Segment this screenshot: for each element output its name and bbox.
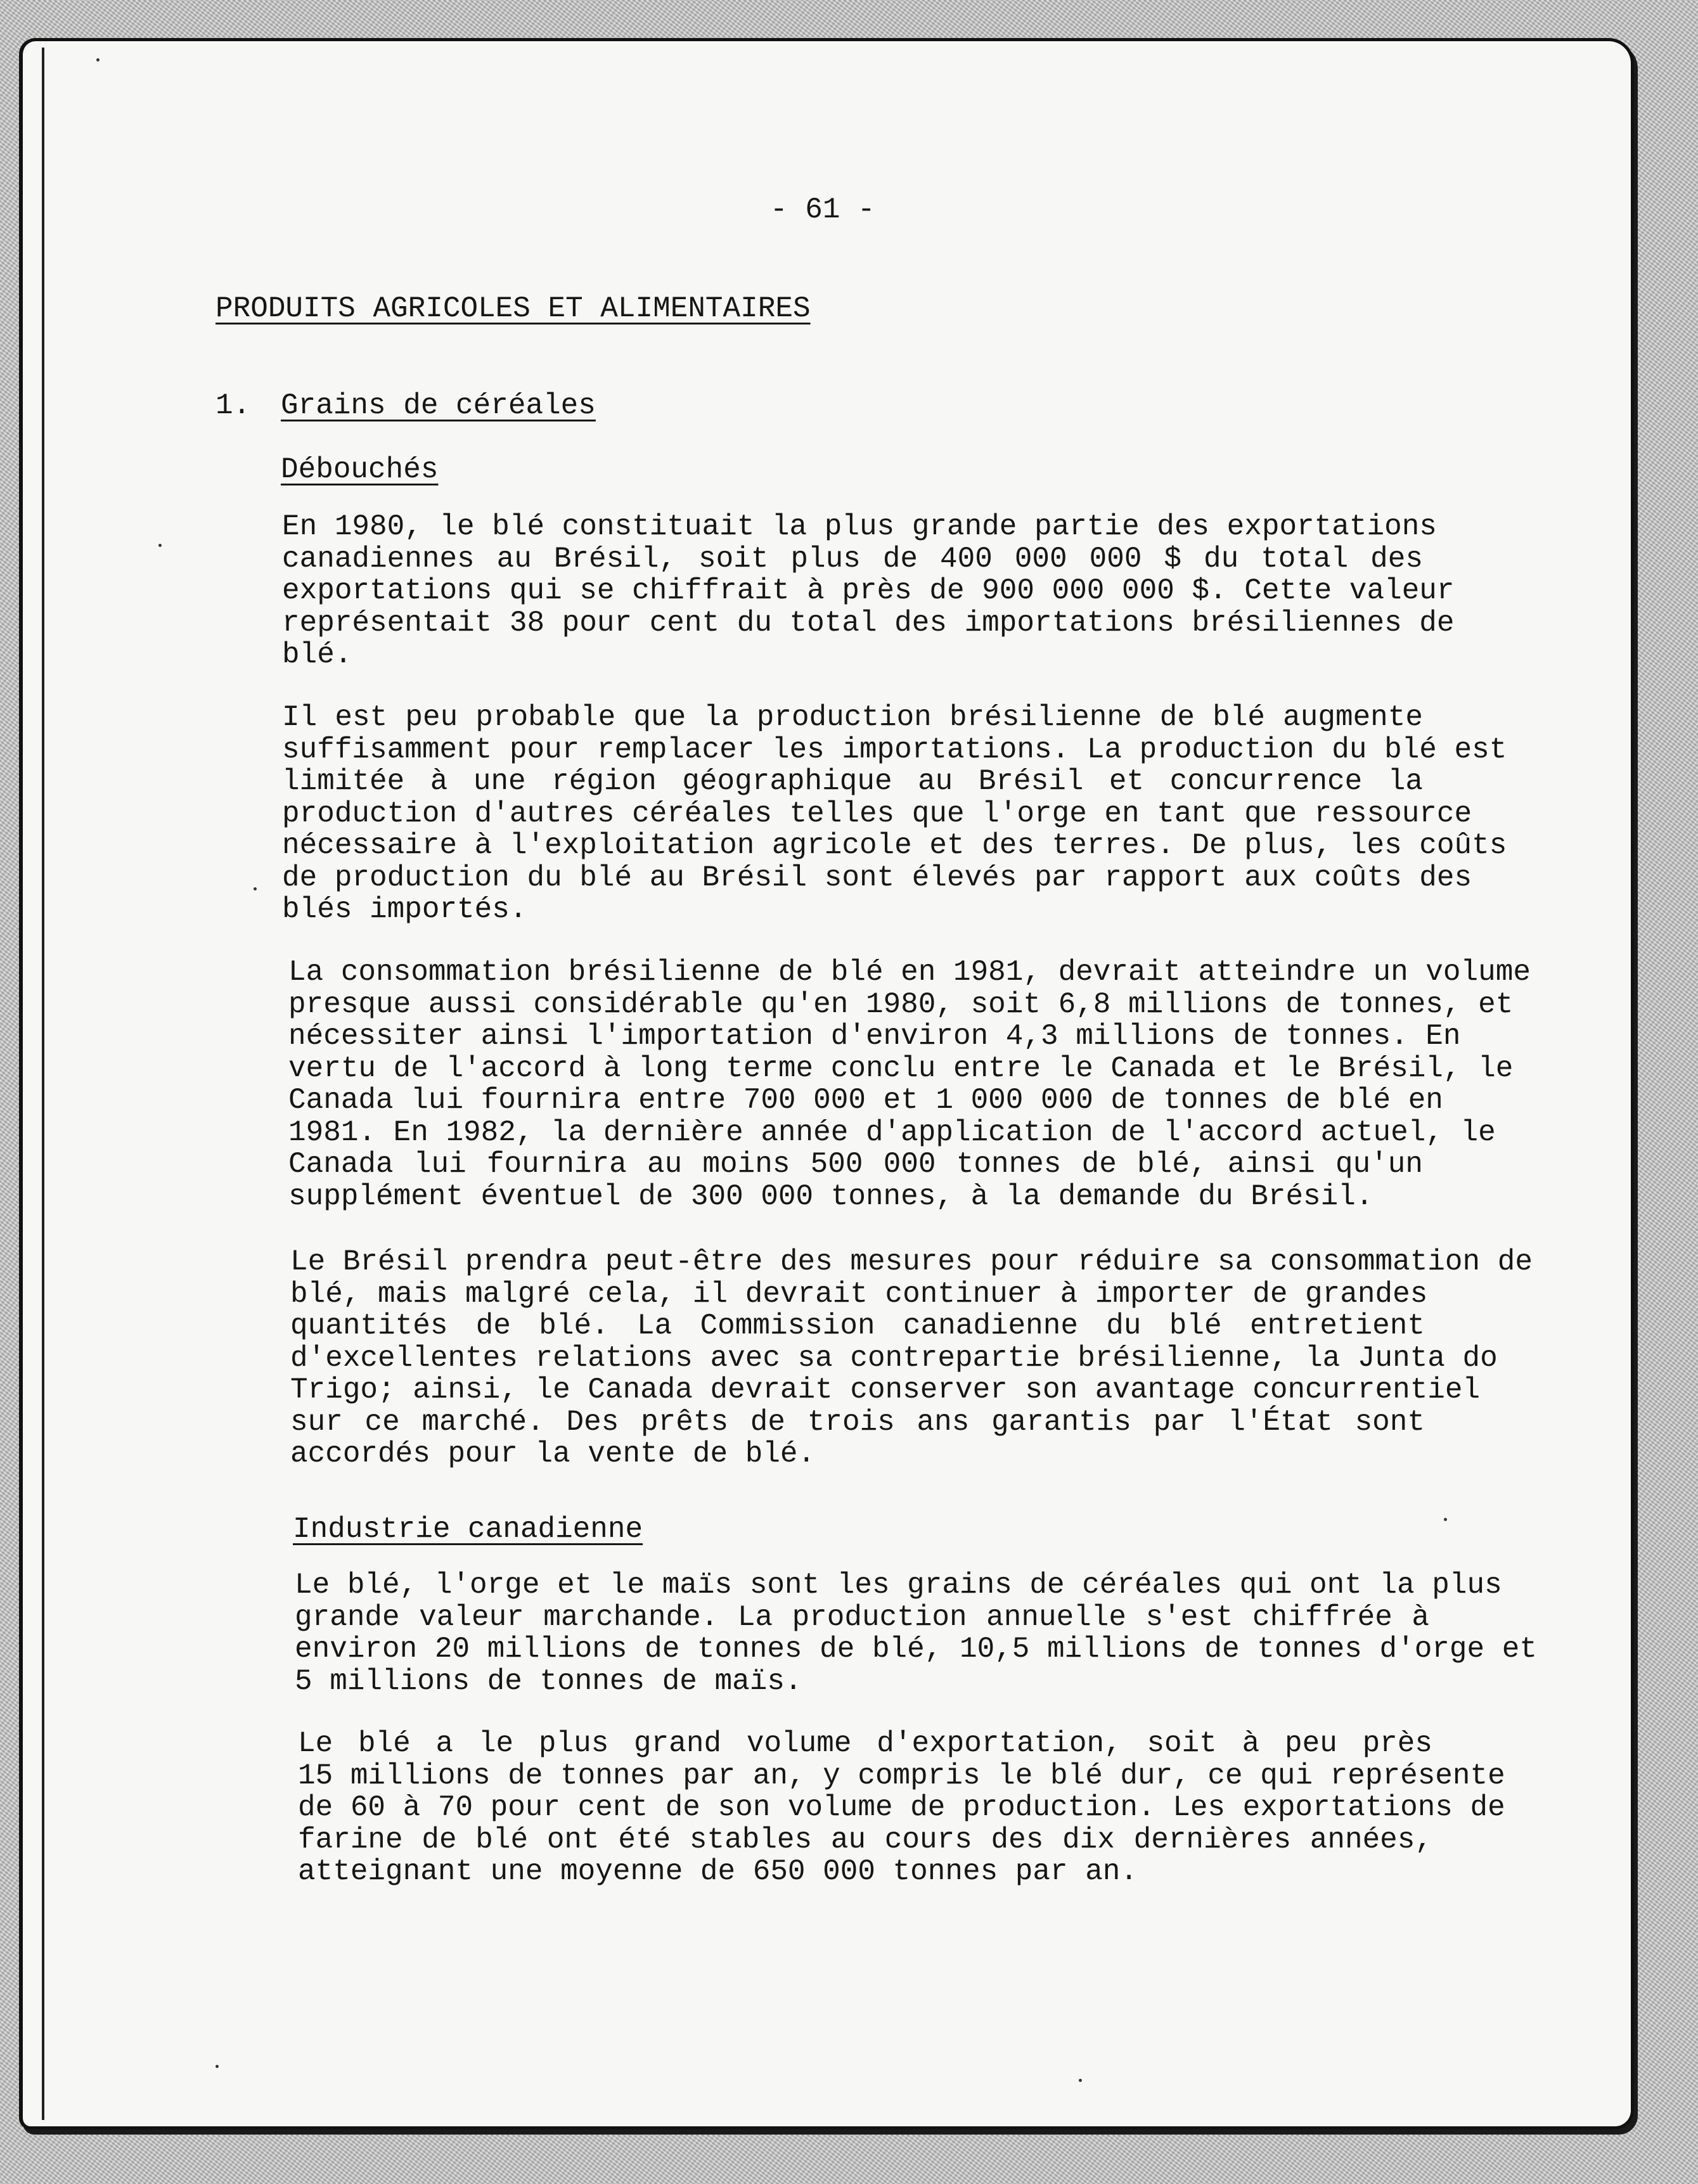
heading-industrie: Industrie canadienne bbox=[293, 1513, 643, 1546]
page-number: - 61 - bbox=[770, 193, 875, 226]
subsection-number: 1. bbox=[215, 389, 251, 422]
text-line: atteignant une moyenne de 650 000 tonnes par an. bbox=[298, 1855, 1138, 1888]
scan-speck bbox=[96, 58, 100, 61]
text-line: presque aussi considérable qu'en 1980, soit 6,8 millions de tonnes, et bbox=[288, 987, 1514, 1021]
scan-speck bbox=[158, 544, 162, 547]
text-line: limitée à une région géographique au Brésil et concurrence la bbox=[282, 765, 1423, 798]
scan-speck bbox=[254, 887, 257, 890]
text-line: La consommation brésilienne de blé en 1981, devrait atteindre un volume bbox=[288, 956, 1531, 989]
text-line: de 60 à 70 pour cent de son volume de production. Les exportations de bbox=[298, 1791, 1505, 1824]
text-line: Il est peu probable que la production brésilienne de blé augmente bbox=[282, 701, 1423, 734]
text-line: Trigo; ainsi, le Canada devrait conserver son avantage concurrentiel bbox=[290, 1373, 1481, 1406]
text-line: vertu de l'accord à long terme conclu entre le Canada et le Brésil, le bbox=[288, 1051, 1514, 1085]
text-line: Canada lui fournira au moins 500 000 tonnes de blé, ainsi qu'un bbox=[288, 1148, 1423, 1181]
text-line: sur ce marché. Des prêts de trois ans garantis par l'État sont bbox=[290, 1405, 1425, 1439]
scan-speck bbox=[1079, 2079, 1082, 2082]
text-line: nécessaire à l'exploitation agricole et des terres. De plus, les coûts bbox=[282, 829, 1507, 862]
text-line: Le blé a le plus grand volume d'exportation, soit à peu près bbox=[298, 1727, 1432, 1760]
text-line: grande valeur marchande. La production annuelle s'est chiffrée à bbox=[295, 1600, 1429, 1634]
text-line: représentait 38 pour cent du total des importations brésiliennes de bbox=[282, 606, 1455, 639]
text-line: blé, mais malgré cela, il devrait continuer à importer de grandes bbox=[290, 1277, 1428, 1311]
scan-speck bbox=[1444, 1518, 1447, 1521]
text-line: quantités de blé. La Commission canadienne du blé entretient bbox=[290, 1309, 1425, 1342]
subsection-title: Grains de céréales bbox=[281, 389, 596, 422]
text-line: de production du blé au Brésil sont élevés par rapport aux coûts des bbox=[282, 861, 1472, 894]
text-line: accordés pour la vente de blé. bbox=[290, 1437, 816, 1470]
text-line: Le blé, l'orge et le maïs sont les grains de céréales qui ont la plus bbox=[295, 1569, 1502, 1602]
text-line: 1981. En 1982, la dernière année d'application de l'accord actuel, le bbox=[288, 1115, 1496, 1149]
paragraph-debouches-3 bbox=[288, 956, 1531, 1213]
text-line: En 1980, le blé constituait la plus grande partie des exportations bbox=[282, 510, 1437, 543]
text-line: 5 millions de tonnes de maïs. bbox=[295, 1664, 802, 1698]
text-line: 15 millions de tonnes par an, y compris le blé dur, ce qui représente bbox=[298, 1759, 1505, 1792]
text-line: exportations qui se chiffrait à près de 900 000 000 $. Cette valeur bbox=[282, 574, 1455, 607]
scan-speck bbox=[215, 2065, 219, 2068]
paragraph-debouches-4 bbox=[290, 1245, 1533, 1470]
heading-debouches: Débouchés bbox=[281, 453, 439, 486]
text-line: suffisamment pour remplacer les importations. La production du blé est bbox=[282, 733, 1507, 766]
text-line: environ 20 millions de tonnes de blé, 10,5 millions de tonnes d'orge et bbox=[295, 1633, 1537, 1666]
text-line: d'excellentes relations avec sa contrepartie brésilienne, la Junta do bbox=[290, 1341, 1498, 1375]
text-line: blés importés. bbox=[282, 893, 527, 926]
paragraph-industrie-2 bbox=[298, 1727, 1505, 1888]
paragraph-debouches-1 bbox=[282, 510, 1455, 671]
text-line: farine de blé ont été stables au cours des dix dernières années, bbox=[298, 1823, 1432, 1856]
text-line: canadiennes au Brésil, soit plus de 400 000 000 $ du total des bbox=[282, 542, 1423, 575]
paragraph-debouches-2 bbox=[282, 701, 1507, 926]
text-line: Le Brésil prendra peut-être des mesures pour réduire sa consommation de bbox=[290, 1245, 1533, 1278]
text-line: production d'autres céréales telles que l'orge en tant que ressource bbox=[282, 797, 1472, 830]
section-title: PRODUITS AGRICOLES ET ALIMENTAIRES bbox=[215, 292, 811, 325]
text-line: Canada lui fournira entre 700 000 et 1 000 000 de tonnes de blé en bbox=[288, 1084, 1443, 1117]
text-line: nécessiter ainsi l'importation d'environ 4,3 millions de tonnes. En bbox=[288, 1020, 1461, 1053]
text-line: supplément éventuel de 300 000 tonnes, à la demande du Brésil. bbox=[288, 1179, 1373, 1213]
text-line: blé. bbox=[282, 638, 352, 671]
paragraph-industrie-1 bbox=[295, 1569, 1537, 1698]
